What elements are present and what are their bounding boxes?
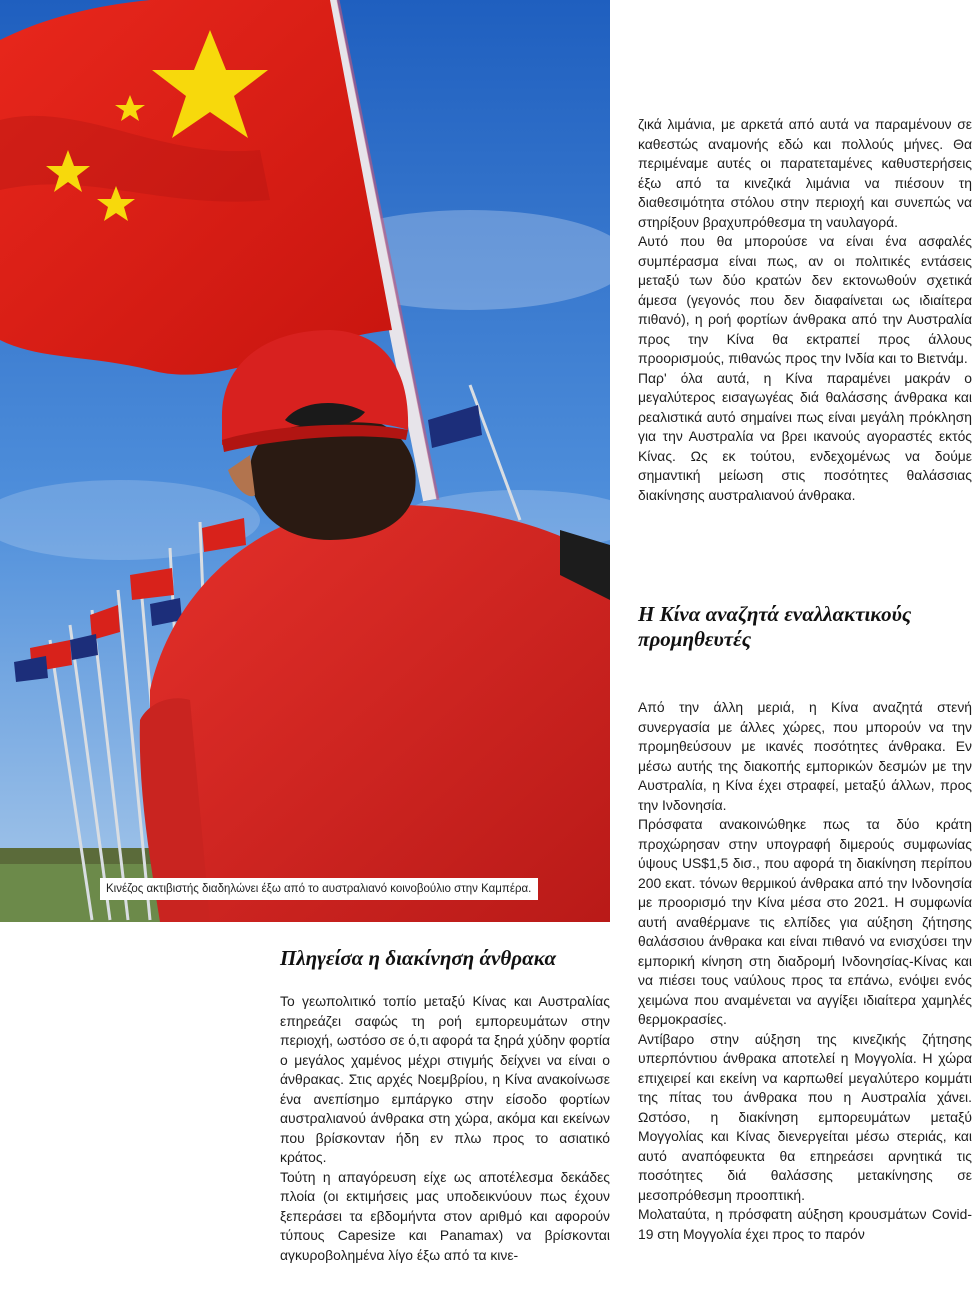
- article-column-right-top: [638, 115, 972, 505]
- photo-caption: Κινέζος ακτιβιστής διαδηλώνει έξω από το αυστραλιανό κοινοβούλιο στην Καμπέρα.: [100, 878, 538, 900]
- section-heading-alternative-suppliers: Η Κίνα αναζητά εναλλακτικούς προμηθευτές: [638, 602, 912, 651]
- paragraph: Παρ' όλα αυτά, η Κίνα παραμένει μακράν ο μεγαλύτερος εισαγωγέας διά θαλάσσης άνθρακα και ρεαλιστικά αυτό σημαίνει πως είναι μεγάλη πρόκληση για την Αυστραλία να βρει ικανούς αγοραστές εκτός Κίνας. Ως εκ τούτου, ενδεχομένως να δούμε σημαντική μείωση στις ποσότητες θαλάσσιας διακίνησης αυστραλιανού άνθρακα.: [638, 369, 972, 503]
- paragraph: Το γεωπολιτικό τοπίο μεταξύ Κίνας και Αυστραλίας επηρεάζει σαφώς τη ροή εμπορευμάτων στην περιοχή, ωστόσο σε ό,τι αφορά τα ξηρά χύδην φορτία ο μεγάλος χαμένος μέχρι στιγμής δείχνει να είναι ο άνθρακας. Στις αρχές Νοεμβρίου, η Κίνα ανακοίνωσε ένα ανεπίσημο εμπάργκο στην είσοδο φορτίων αυστραλιανού άνθρακα στη χώρα, ακόμα και εκείνων που βρίσκονταν ήδη εν πλω προς το ασιατικό κράτος.: [280, 993, 610, 1165]
- paragraph: Από την άλλη μεριά, η Κίνα αναζητά στενή συνεργασία με άλλες χώρες, που μπορούν να την προμηθεύσουν με ικανές ποσότητες άνθρακα. Εν μέσω αυτής της διακοπής εμπορικών δεσμών με την Αυστραλία, η Κίνα έχει στραφεί, μεταξύ άλλων, προς την Ινδονησία.: [638, 699, 972, 813]
- protest-photo: [0, 0, 610, 922]
- paragraph: Πρόσφατα ανακοινώθηκε πως τα δύο κράτη προχώρησαν στην υπογραφή διμερούς συμφωνίας ύψους US$1,5 δισ., που αφορά τη διακίνηση περίπου 200 εκατ. τόνων θερμικού άνθρακα από την Ινδονησία με προορισμό την Κίνα μέσα στο 2021. Η συμφωνία αυτή αναθέρμανε τις ελπίδες για αύξηση ζήτησης θαλάσσιου άνθρακα και είναι πιθανό να ενισχύσει την εμπορική κίνηση στη διαδρομή Ινδονησίας-Κίνας και να πιέσει τους ναύλους προς τα επάνω, ενόψει ενός χειμώνα που αναμένεται να αγγίξει ιδιαίτερα χαμηλές θερμοκρασίες.: [638, 816, 972, 1027]
- paragraph: Αντίβαρο στην αύξηση της κινεζικής ζήτησης υπερπόντιου άνθρακα αποτελεί η Μογγολία. Η χώρα επιχειρεί και εκείνη να καρπωθεί μεγαλύτερο κομμάτι της πίτας του άνθρακα που η Αυστραλία χάνει. Ωστόσο, η διακίνηση εμπορευμάτων μεταξύ Μογγολίας και Κίνας διενεργείται μέσω στεριάς, και αυτό αναπόφευκτα θα επηρεάσει αρνητικά τις ποσότητες διά θαλάσσης μετακίνησης σε μεσοπρόθεσμη προοπτική.: [638, 1030, 972, 1203]
- paragraph: Μολαταύτα, η πρόσφατη αύξηση κρουσμάτων Covid-19 στη Μογγολία έχει προς το παρόν: [638, 1206, 972, 1242]
- paragraph: ζικά λιμάνια, με αρκετά από αυτά να παραμένουν σε καθεστώς αναμονής εδώ και πολλούς μήνες. Θα περιμέναμε αυτές οι παρατεταμένες καθυστερήσεις έξω από τα κινεζικά λιμάνια να πιέσουν τη διαθεσιμότητα στόλου στην περιοχή και συνεπώς να στηρίξουν βραχυπρόθεσμα τη ναυλαγορά.: [638, 116, 972, 230]
- section-heading-coal-trade: Πληγείσα η διακίνηση άνθρακα: [280, 946, 557, 970]
- paragraph: Αυτό που θα μπορούσε να είναι ένα ασφαλές συμπέρασμα είναι πως, αν οι πολιτικές εντάσεις μεταξύ των δύο κρατών δεν εκτονωθούν σχετικά άμεσα (γεγονός που δεν διαφαίνεται ως ιδιαίτερα πιθανό), η ροή φορτίων άνθρακα από την Αυστραλία προς την Κίνα θα εκτραπεί προς άλλους προορισμούς, πιθανώς προς την Ινδία και το Βιετνάμ.: [638, 233, 972, 366]
- paragraph: Τούτη η απαγόρευση είχε ως αποτέλεσμα δεκάδες πλοία (οι εκτιμήσεις μας υποδεικνύουν πως έχουν ξεπεράσει τα εβδομήντα στον αριθμό και αφορούν τύπους Capesize και Panamax) να βρίσκονται αγκυροβολημένα λίγο έξω από τα κινε-: [280, 1168, 610, 1263]
- article-column-right-bottom: [638, 698, 972, 1244]
- article-column-left: [280, 992, 610, 1265]
